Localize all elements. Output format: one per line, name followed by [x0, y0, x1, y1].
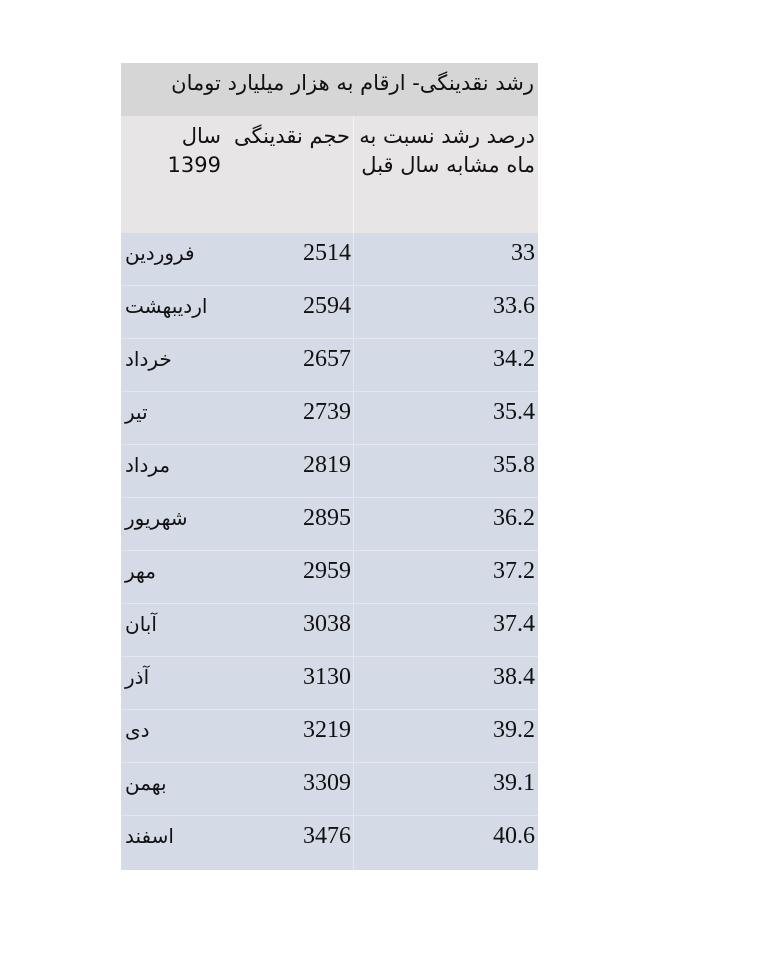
- volume-cell: [224, 604, 353, 656]
- volume-cell: [224, 657, 353, 709]
- table-row: [121, 551, 538, 604]
- volume-cell: [224, 763, 353, 815]
- table-row: [121, 657, 538, 710]
- liquidity-growth-table: [121, 63, 538, 870]
- growth-cell: 37.2: [353, 551, 538, 603]
- month-cell: خرداد: [125, 347, 172, 371]
- volume-value: 2895: [303, 505, 351, 531]
- table-row: [121, 233, 538, 286]
- table-row: [121, 816, 538, 870]
- month-cell: شهریور: [125, 506, 188, 530]
- growth-cell: 36.2: [353, 498, 538, 550]
- month-cell: دی: [125, 718, 150, 742]
- table-body: [121, 233, 538, 870]
- volume-value: 3038: [303, 611, 351, 637]
- volume-cell: [224, 339, 353, 391]
- header-liquidity-volume: حجم نقدینگی: [234, 124, 350, 148]
- volume-cell: [224, 816, 353, 870]
- growth-cell: 35.8: [353, 445, 538, 497]
- volume-value: 2959: [303, 558, 351, 584]
- month-cell: فروردین: [125, 241, 195, 265]
- month-cell: اسفند: [125, 824, 174, 848]
- table-row: [121, 339, 538, 392]
- month-cell: آبان: [125, 612, 157, 636]
- header-month-year: سال 1399: [167, 124, 221, 177]
- month-cell: اردیبهشت: [125, 294, 208, 318]
- table-row: [121, 498, 538, 551]
- month-cell: مهر: [125, 559, 156, 583]
- growth-cell: 33.6: [353, 286, 538, 338]
- growth-cell: 34.2: [353, 339, 538, 391]
- month-cell: آذر: [125, 665, 150, 689]
- table-row: [121, 763, 538, 816]
- volume-cell: [224, 392, 353, 444]
- table-header-row: [121, 116, 538, 233]
- volume-value: 3309: [303, 770, 351, 796]
- header-growth-percent: درصد رشد نسبت به ماه مشابه سال قبل: [353, 116, 538, 233]
- volume-cell: [224, 498, 353, 550]
- table-title: رشد نقدینگی- ارقام به هزار میلیارد تومان: [121, 63, 538, 116]
- growth-cell: 39.2: [353, 710, 538, 762]
- volume-value: 2739: [303, 399, 351, 425]
- volume-cell: [224, 286, 353, 338]
- growth-cell: 37.4: [353, 604, 538, 656]
- volume-value: 3130: [303, 664, 351, 690]
- volume-value: 2514: [303, 240, 351, 266]
- growth-cell: 35.4: [353, 392, 538, 444]
- table-row: [121, 392, 538, 445]
- volume-value: 2594: [303, 293, 351, 319]
- volume-value: 2819: [303, 452, 351, 478]
- volume-cell: [224, 445, 353, 497]
- table-row: [121, 710, 538, 763]
- growth-cell: 39.1: [353, 763, 538, 815]
- growth-cell: 40.6: [353, 816, 538, 870]
- growth-cell: 38.4: [353, 657, 538, 709]
- table-row: [121, 286, 538, 339]
- volume-cell: [224, 233, 353, 285]
- volume-cell: [224, 710, 353, 762]
- volume-value: 3219: [303, 717, 351, 743]
- month-cell: مرداد: [125, 453, 171, 477]
- volume-cell: [224, 551, 353, 603]
- growth-cell: 33: [353, 233, 538, 285]
- table-row: [121, 445, 538, 498]
- table-row: [121, 604, 538, 657]
- month-cell: بهمن: [125, 771, 167, 795]
- volume-value: 2657: [303, 346, 351, 372]
- month-cell: تیر: [125, 400, 148, 424]
- volume-value: 3476: [303, 823, 351, 849]
